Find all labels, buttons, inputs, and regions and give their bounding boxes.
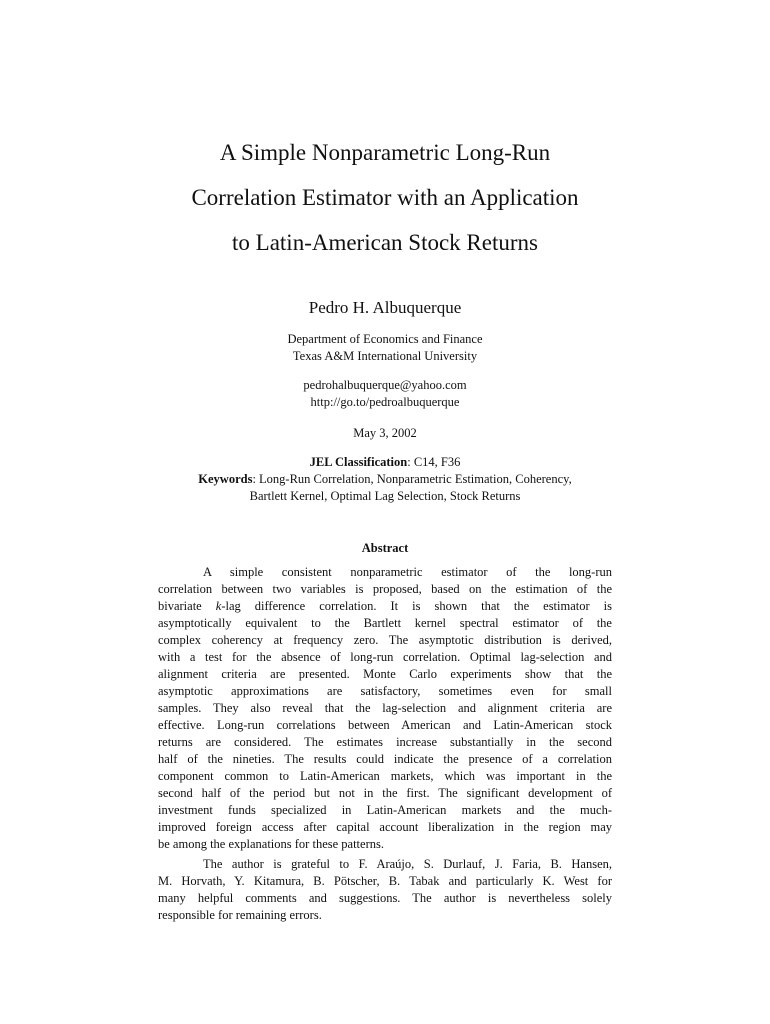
title-line: Correlation Estimator with an Application bbox=[191, 185, 579, 210]
paper-date: May 3, 2002 bbox=[353, 426, 417, 440]
text-line: responsible for remaining errors. bbox=[158, 908, 322, 922]
abstract-body bbox=[158, 564, 612, 853]
abstract-heading: Abstract bbox=[361, 541, 409, 555]
title-line: A Simple Nonparametric Long-Run bbox=[219, 140, 551, 165]
text-line: component common to Latin-American markets, which was important in the bbox=[158, 769, 612, 783]
contact-info bbox=[185, 377, 585, 411]
keywords-line bbox=[158, 471, 612, 488]
department: Department of Economics and Finance bbox=[287, 332, 483, 346]
text-line: correlation between two variables is proposed, based on the estimation of the bbox=[158, 582, 612, 596]
text-line: M. Horvath, Y. Kitamura, B. Pötscher, B. Tabak and particularly K. West for bbox=[158, 874, 612, 888]
text-line: investment funds specialized in Latin-American markets and the much- bbox=[158, 803, 612, 817]
text-line: samples. They also reveal that the lag-selection and alignment criteria are bbox=[158, 701, 612, 715]
author-email: pedrohalbuquerque@yahoo.com bbox=[303, 378, 467, 392]
jel-value: : C14, F36 bbox=[407, 455, 461, 469]
jel-label: JEL Classification bbox=[309, 455, 408, 469]
text-line: improved foreign access after capital account liberalization in the region may bbox=[158, 820, 612, 834]
text-line: asymptotic approximations are satisfactory, sometimes even for small bbox=[158, 684, 612, 698]
text-line: The author is grateful to F. Araújo, S. Durlauf, J. Faria, B. Hansen, bbox=[203, 857, 612, 871]
jel-line bbox=[158, 454, 612, 471]
keywords-value: : Long-Run Correlation, Nonparametric Estimation, Coherency, bbox=[252, 472, 572, 486]
author-url: http://go.to/pedroalbuquerque bbox=[310, 395, 460, 409]
text-line: alignment criteria are presented. Monte Carlo experiments show that the bbox=[158, 667, 612, 681]
title-line: to Latin-American Stock Returns bbox=[232, 230, 538, 255]
text-line: many helpful comments and suggestions. The author is nevertheless solely bbox=[158, 891, 612, 905]
text-line: with a test for the absence of long-run correlation. Optimal lag-selection and bbox=[158, 650, 612, 664]
author-name: Pedro H. Albuquerque bbox=[308, 298, 462, 317]
text-line: bivariate k-lag difference correlation. It is shown that the estimator is bbox=[158, 599, 613, 613]
text-line: A simple consistent nonparametric estimator of the long-run bbox=[203, 565, 612, 579]
text-line: asymptotically equivalent to the Bartlett kernel spectral estimator of the bbox=[158, 616, 612, 630]
text-line: returns are considered. The estimates increase substantially in the second bbox=[158, 735, 612, 749]
paper-title bbox=[120, 130, 650, 265]
keywords-label: Keywords bbox=[198, 472, 253, 486]
acknowledgement-body bbox=[158, 856, 612, 924]
text-line: be among the explanations for these patterns. bbox=[158, 837, 384, 851]
classification-block bbox=[158, 454, 612, 505]
text-line: second half of the period but not in the first. The significant development of bbox=[158, 786, 612, 800]
text-line: effective. Long-run correlations between American and Latin-American stock bbox=[158, 718, 612, 732]
text-line: complex coherency at frequency zero. The asymptotic distribution is derived, bbox=[158, 633, 612, 647]
text-line: half of the nineties. The results could indicate the presence of a correlation bbox=[158, 752, 612, 766]
keywords-line-2: Bartlett Kernel, Optimal Lag Selection, Stock Returns bbox=[249, 489, 521, 503]
university: Texas A&M International University bbox=[292, 349, 478, 363]
affiliation bbox=[185, 331, 585, 365]
